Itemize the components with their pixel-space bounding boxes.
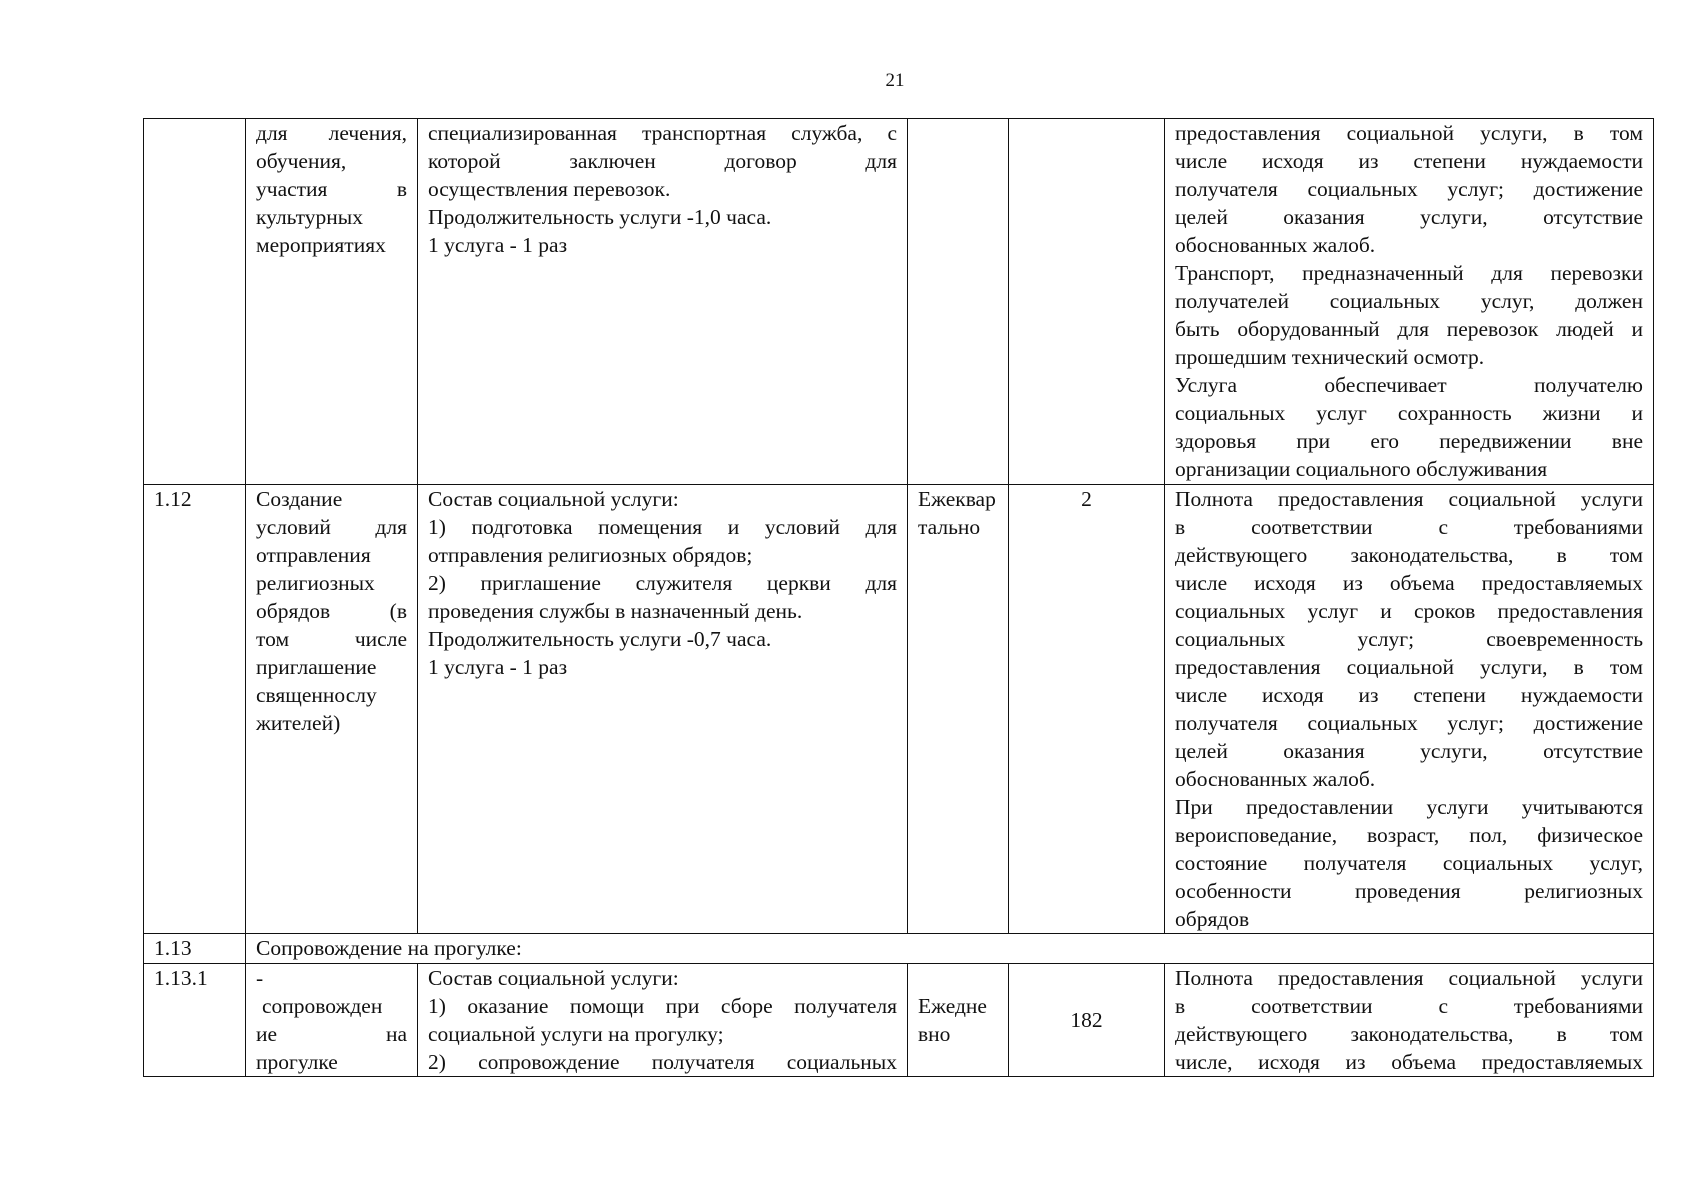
criteria-line: быть оборудованный для перевозок людей и	[1175, 317, 1643, 341]
criteria-line: действующего законодательства, в том	[1175, 1022, 1643, 1046]
quality-criteria	[1165, 485, 1654, 934]
criteria-line: организации социального обслуживания	[1175, 457, 1548, 481]
row-number: 1.13	[144, 934, 246, 964]
criteria-line: числе, исходя из объема предоставляемых	[1175, 1050, 1643, 1074]
page-number: 21	[885, 70, 905, 91]
service-name-line: том числе	[256, 627, 407, 651]
row-number: 1.13.1	[144, 964, 246, 1077]
service-name-line: обучения,	[256, 149, 347, 173]
service-name-line: приглашение	[256, 655, 377, 679]
criteria-line: действующего законодательства, в том	[1175, 543, 1643, 567]
period-line: Ежедне	[918, 994, 987, 1018]
service-description	[418, 964, 908, 1077]
criteria-line: вероисповедание, возраст, пол, физическое	[1175, 823, 1643, 847]
criteria-line: числе исходя из степени нуждаемости	[1175, 149, 1643, 173]
criteria-line: получателя социальных услуг; достижение	[1175, 177, 1643, 201]
criteria-line: социальных услуг; своевременность	[1175, 627, 1643, 651]
service-name-line: Создание	[256, 487, 343, 511]
service-name-line: прогулке	[256, 1050, 338, 1074]
description-line: 1) подготовка помещения и условий для	[428, 515, 897, 539]
description-line: Продолжительность услуги -0,7 часа.	[428, 627, 772, 651]
service-name-line: участия в	[256, 177, 407, 201]
table-row	[144, 485, 1654, 934]
service-count: 2	[1009, 485, 1165, 934]
services-table	[143, 118, 1654, 1077]
description-line: Состав социальной услуги:	[428, 487, 679, 511]
service-name-line: культурных	[256, 205, 363, 229]
criteria-line: Полнота предоставления социальной услуги	[1175, 966, 1643, 990]
criteria-line: числе исходя из объема предоставляемых	[1175, 571, 1643, 595]
description-line: специализированная транспортная служба, с	[428, 121, 897, 145]
service-name	[246, 485, 418, 934]
service-name	[246, 119, 418, 485]
service-name-line: мероприятиях	[256, 233, 386, 257]
service-count	[1009, 119, 1165, 485]
service-name-line: обрядов (в	[256, 599, 407, 623]
criteria-line: получателей социальных услуг, должен	[1175, 289, 1643, 313]
service-name-line: сопровожден	[262, 994, 383, 1018]
description-line: социальной услуги на прогулку;	[428, 1022, 724, 1046]
criteria-line: обоснованных жалоб.	[1175, 233, 1376, 257]
quality-criteria	[1165, 964, 1654, 1077]
service-description	[418, 485, 908, 934]
quality-criteria	[1165, 119, 1654, 485]
description-line: Продолжительность услуги -1,0 часа.	[428, 205, 772, 229]
criteria-line: социальных услуг и сроков предоставления	[1175, 599, 1643, 623]
service-period	[908, 964, 1009, 1077]
service-name-line: для лечения,	[256, 121, 407, 145]
description-line: 1 услуга - 1 раз	[428, 655, 568, 679]
period-line: Ежеквар	[918, 487, 996, 511]
criteria-line: обоснованных жалоб.	[1175, 767, 1376, 791]
service-name-line: отправления	[256, 543, 371, 567]
section-title: Сопровождение на прогулке:	[246, 934, 1654, 964]
criteria-line: предоставления социальной услуги, в том	[1175, 655, 1643, 679]
period-line: вно	[918, 1022, 951, 1046]
criteria-line: обрядов	[1175, 907, 1250, 931]
service-name-line: условий для	[256, 515, 407, 539]
table-row	[144, 934, 1654, 964]
service-period	[908, 485, 1009, 934]
description-line: которой заключен договор для	[428, 149, 897, 173]
criteria-line: Услуга обеспечивает получателю	[1175, 373, 1643, 397]
description-line: 1) оказание помощи при сборе получателя	[428, 994, 897, 1018]
criteria-line: целей оказания услуги, отсутствие	[1175, 205, 1643, 229]
description-line: 2) сопровождение получателя социальных	[428, 1050, 897, 1074]
period-line: тально	[918, 515, 981, 539]
service-name	[246, 964, 418, 1077]
criteria-line: При предоставлении услуги учитываются	[1175, 795, 1643, 819]
description-line: осуществления перевозок.	[428, 177, 671, 201]
criteria-line: социальных услуг сохранность жизни и	[1175, 401, 1643, 425]
service-name-line: священнослу	[256, 683, 377, 707]
description-line: проведения службы в назначенный день.	[428, 599, 803, 623]
criteria-line: здоровья при его передвижении вне	[1175, 429, 1643, 453]
criteria-line: в соответствии с требованиями	[1175, 515, 1643, 539]
criteria-line: получателя социальных услуг; достижение	[1175, 711, 1643, 735]
description-line: 2) приглашение служителя церкви для	[428, 571, 897, 595]
criteria-line: в соответствии с требованиями	[1175, 994, 1643, 1018]
criteria-line: прошедшим технический осмотр.	[1175, 345, 1485, 369]
criteria-line: предоставления социальной услуги, в том	[1175, 121, 1643, 145]
service-count: 182	[1009, 964, 1165, 1077]
service-name-line: ие на	[256, 1022, 407, 1046]
description-line: 1 услуга - 1 раз	[428, 233, 568, 257]
service-description	[418, 119, 908, 485]
table-row	[144, 964, 1654, 1077]
description-line: отправления религиозных обрядов;	[428, 543, 753, 567]
criteria-line: числе исходя из степени нуждаемости	[1175, 683, 1643, 707]
service-name-line: религиозных	[256, 571, 375, 595]
criteria-line: состояние получателя социальных услуг,	[1175, 851, 1643, 875]
criteria-line: целей оказания услуги, отсутствие	[1175, 739, 1643, 763]
service-name-line: жителей)	[256, 711, 341, 735]
row-number: 1.12	[144, 485, 246, 934]
service-period	[908, 119, 1009, 485]
criteria-line: Полнота предоставления социальной услуги	[1175, 487, 1643, 511]
table-row	[144, 119, 1654, 485]
row-number	[144, 119, 246, 485]
criteria-line: особенности проведения религиозных	[1175, 879, 1643, 903]
service-name-line: -	[256, 966, 264, 990]
description-line: Состав социальной услуги:	[428, 966, 679, 990]
criteria-line: Транспорт, предназначенный для перевозки	[1175, 261, 1643, 285]
